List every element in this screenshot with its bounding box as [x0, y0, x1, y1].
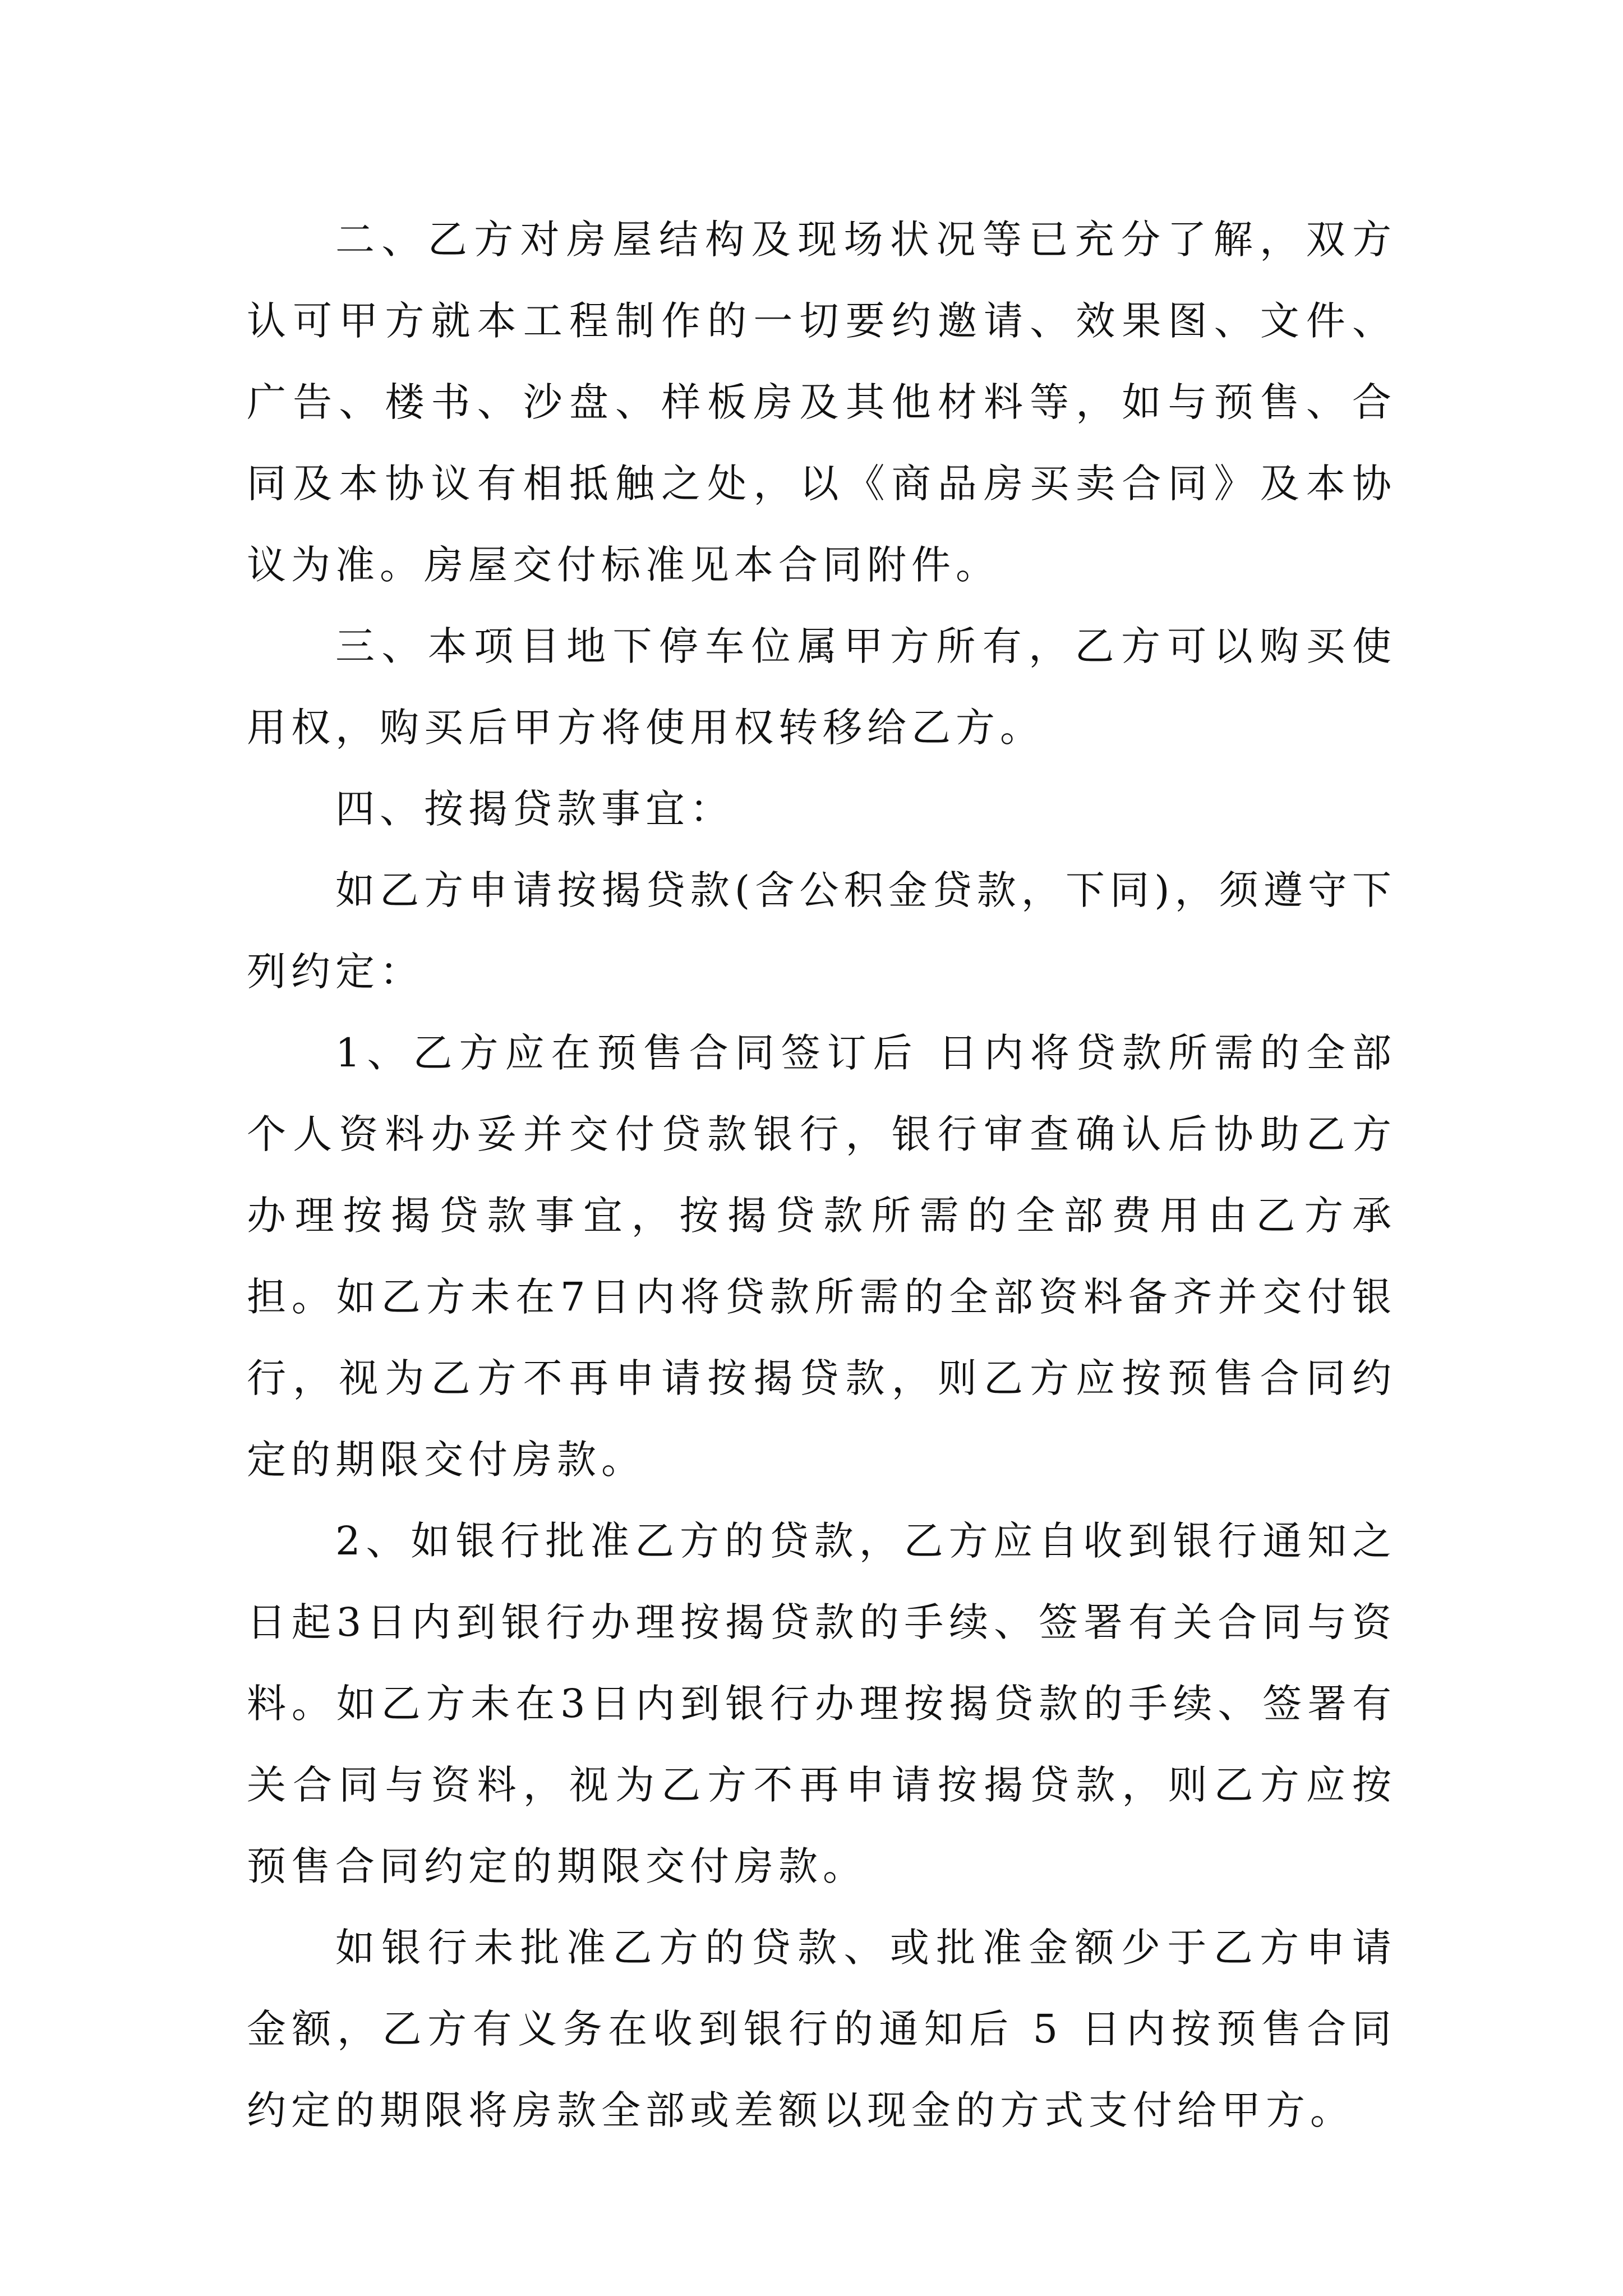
- paragraph-clause-2: 二、乙方对房屋结构及现场状况等已充分了解，双方认可甲方就本工程制作的一切要约邀请、效果图、文件、广告、楼书、沙盘、样板房及其他材料等，如与预售、合同及本协议有相抵触之处，以《商品房买卖合同》及本协议为准。房屋交付标准见本合同附件。: [247, 217, 1396, 588]
- paragraph-mortgage-intro: 如乙方申请按揭贷款(含公积金贷款，下同)，须遵守下列约定：: [247, 867, 1396, 995]
- paragraph-mortgage-rejection: 如银行未批准乙方的贷款、或批准金额少于乙方申请金额，乙方有义务在收到银行的通知后 5 日内按预售合同约定的期限将房款全部或差额以现金的方式支付给甲方。: [247, 1925, 1396, 2133]
- paragraph-mortgage-item-2: 2、如银行批准乙方的贷款，乙方应自收到银行通知之日起3日内到银行办理按揭贷款的手续、签署有关合同与资料。如乙方未在3日内到银行办理按揭贷款的手续、签署有关合同与资料，视为乙方不再申请按揭贷款，则乙方应按预售合同约定的期限交付房款。: [247, 1518, 1396, 1889]
- paragraph-clause-3: 三、本项目地下停车位属甲方所有，乙方可以购买使用权，购买后甲方将使用权转移给乙方。: [247, 623, 1396, 751]
- paragraph-clause-4-heading: 四、按揭贷款事宜：: [335, 786, 734, 832]
- paragraph-mortgage-item-1: 1、乙方应在预售合同签订后 日内将贷款所需的全部个人资料办妥并交付贷款银行，银行审查确认后协助乙方办理按揭贷款事宜，按揭贷款所需的全部费用由乙方承担。如乙方未在7日内将贷款所需的全部资料备齐并交付银行，视为乙方不再申请按揭贷款，则乙方应按预售合同约定的期限交付房款。: [247, 1030, 1396, 1483]
- document-body: [247, 199, 1396, 2151]
